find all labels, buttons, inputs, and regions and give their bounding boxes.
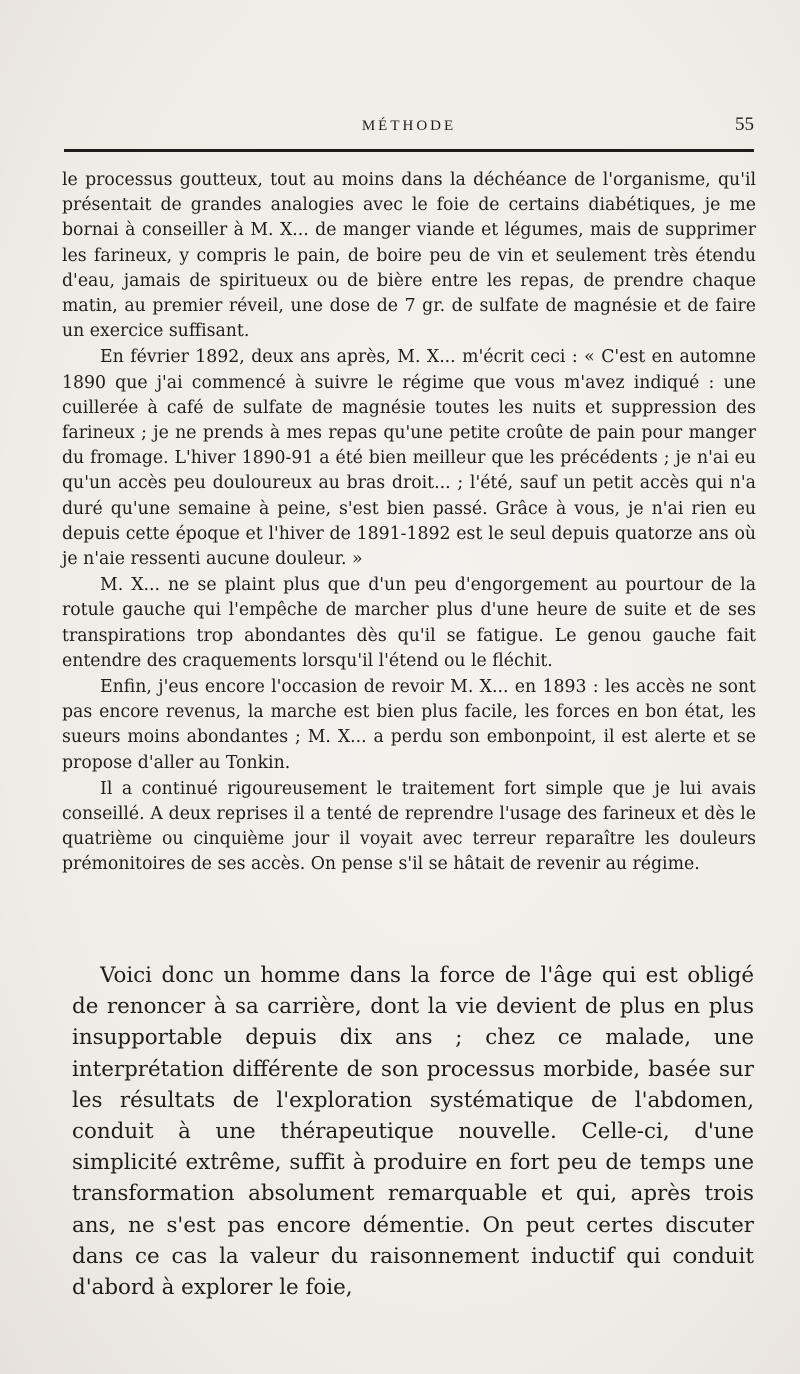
body-text-large [72,960,754,1303]
paragraph: M. X... ne se plaint plus que d'un peu d'engorgement au pourtour de la rotule gauche qui l'empêche de marcher plus d'une heure de suite et de ses transpirations trop abondantes dès qu'il se fatigue. Le genou gauche fait entendre des craquements lorsqu'il l'étend ou le fléchit. [62,575,756,671]
paragraph: Voici donc un homme dans la force de l'âge qui est obligé de renoncer à sa carrière, dont la vie devient de plus en plus insupportable depuis dix ans ; chez ce malade, une interprétation différente de son processus morbide, basée sur les résultats de l'exploration systématique de l'abdomen, conduit à une thérapeutique nouvelle. Celle-ci, d'une simplicité extrême, suffit à produire en fort peu de temps une transformation absolument remarquable et qui, après trois ans, ne s'est pas encore démentie. On peut certes discuter dans ce cas la valeur du raisonnement inductif qui conduit d'abord à explorer le foie, [72,963,754,1301]
running-title: MÉTHODE [361,118,457,134]
paragraph: Il a continué rigoureusement le traitement fort simple que je lui avais conseillé. A deux reprises il a tenté de reprendre l'usage des farineux et dès le quatrième ou cinquième jour il voyait avec terreur reparaître les douleurs prémonitoires de ses accès. On pense s'il se hâtait de revenir au régime. [62,778,756,875]
paragraph: le processus goutteux, tout au moins dans la déchéance de l'organisme, qu'il présentait de grandes analogies avec le foie de certains diabétiques, je me bornai à conseiller à M. X... de manger viande et légumes, mais de supprimer les farineux, y compris le pain, de boire peu de vin et seulement très étendu d'eau, jamais de spiritueux ou de bière entre les repas, de prendre chaque matin, au premier réveil, une dose de 7 gr. de sulfate de magnésie et de faire un exercice suffisant. [62,170,756,342]
page-number: 55 [735,114,754,135]
paragraph: En février 1892, deux ans après, M. X... m'écrit ceci : « C'est en automne 1890 que j'ai commencé à suivre le régime que vous m'avez indiqué : une cuillerée à café de sulfate de magnésie toutes les nuits et suppression des farineux ; je ne prends à mes repas qu'une petite croûte de pain pour manger du fromage. L'hiver 1890-91 a été bien meilleur que les précédents ; je n'ai eu qu'un accès peu douloureux au bras droit... ; l'été, sauf un petit accès qui n'a duré qu'une semaine à peine, s'est bien passé. Grâce à vous, je n'ai rien eu depuis cette époque et l'hiver de 1891-1892 est le seul depuis quatorze ans où je n'aie ressenti aucune douleur. » [62,347,756,570]
page-header [64,112,754,144]
paragraph: Enfin, j'eus encore l'occasion de revoir M. X... en 1893 : les accès ne sont pas encore revenus, la marche est bien plus facile, les forces en bon état, les sueurs moins abondantes ; M. X... a perdu son embonpoint, il est alerte et se propose d'aller au Tonkin. [62,677,756,773]
body-text-small [62,168,756,879]
header-rule [64,149,754,152]
